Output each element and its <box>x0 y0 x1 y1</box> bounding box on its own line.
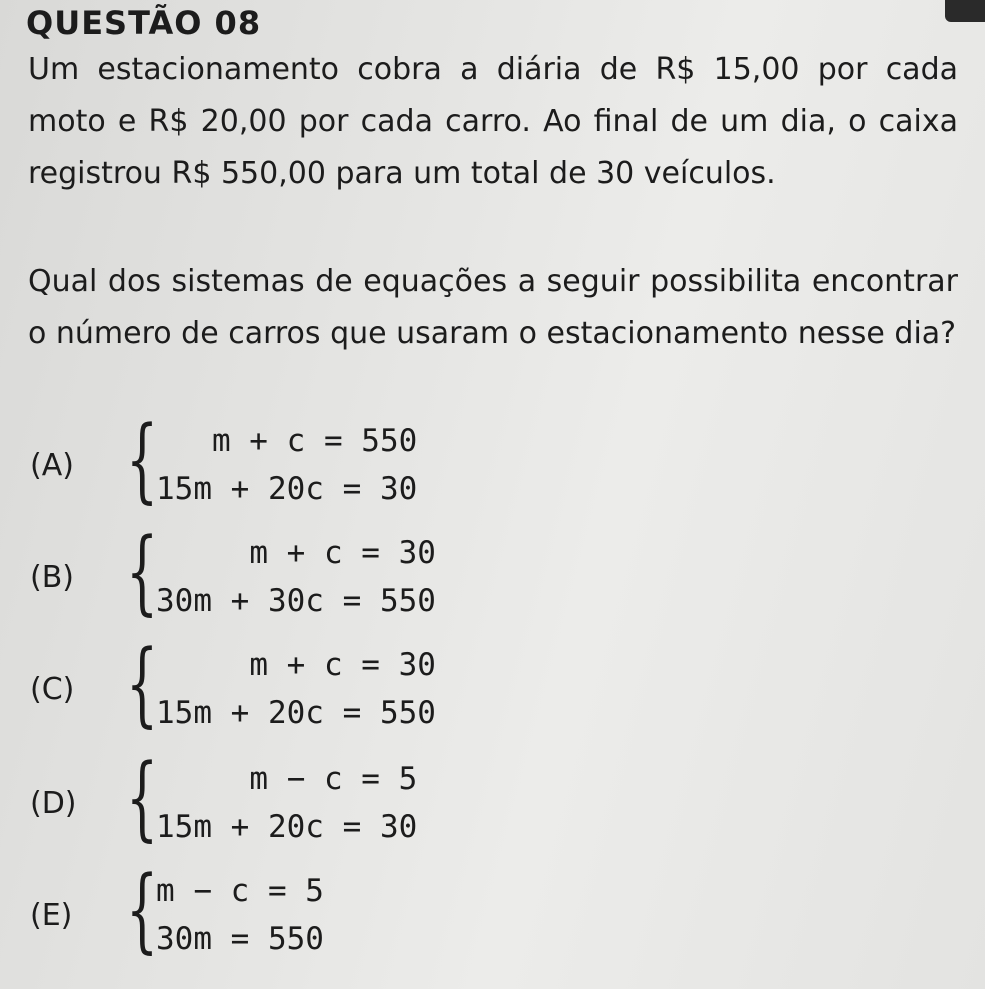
option-label: (A) <box>30 447 74 483</box>
brace-icon: { <box>126 406 159 513</box>
brace-icon: { <box>126 744 159 851</box>
equation: m + c = 30 <box>249 647 436 683</box>
equation-system <box>156 867 324 963</box>
equation: 15m + 20c = 550 <box>156 695 436 731</box>
question-title: QUESTÃO 08 <box>26 4 262 42</box>
question-statement: Um estacionamento cobra a diária de R$ 15,00 por cada moto e R$ 20,00 por cada carro. Ao final de um dia, o caixa registrou R$ 550,00 para um total de 30 veículos. <box>28 52 958 191</box>
equation: 30m + 30c = 550 <box>156 583 436 619</box>
option-label: (C) <box>30 671 75 707</box>
option-e[interactable] <box>30 856 324 970</box>
equation: m + c = 30 <box>249 535 436 571</box>
brace-icon: { <box>126 856 159 963</box>
option-b[interactable] <box>30 518 436 632</box>
equation: 15m + 20c = 30 <box>156 809 418 845</box>
equation: m − c = 5 <box>249 761 418 797</box>
option-d[interactable] <box>30 744 418 858</box>
equation-system <box>156 641 436 737</box>
equation: 15m + 20c = 30 <box>156 471 418 507</box>
equation: m + c = 550 <box>211 423 418 459</box>
option-c[interactable] <box>30 630 436 744</box>
option-a[interactable] <box>30 406 418 520</box>
dark-corner <box>945 0 985 22</box>
equation-system <box>156 417 417 513</box>
brace-icon: { <box>126 518 159 625</box>
brace-icon: { <box>126 630 159 737</box>
question-prompt: Qual dos sistemas de equações a seguir possibilita encontrar o número de carros que usaram o estacionamento nesse dia? <box>28 264 958 351</box>
option-label: (D) <box>30 785 77 821</box>
equation-system <box>156 529 436 625</box>
option-label: (E) <box>30 897 73 933</box>
equation: 30m = 550 <box>156 921 324 957</box>
equation-system <box>156 755 417 851</box>
option-label: (B) <box>30 559 74 595</box>
equation: m − c = 5 <box>156 873 324 909</box>
